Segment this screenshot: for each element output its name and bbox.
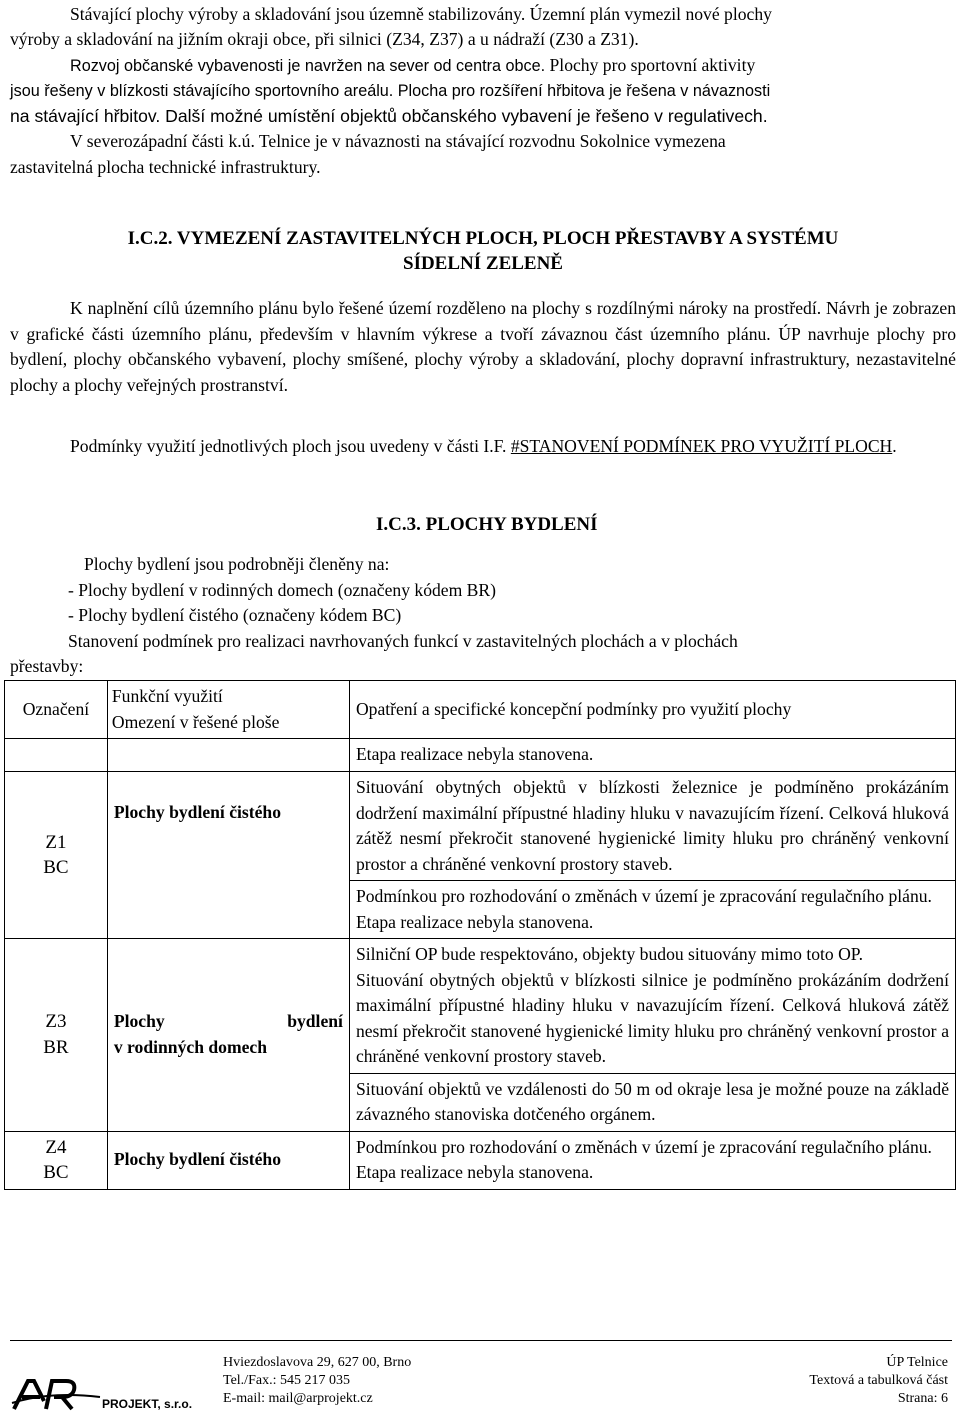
paragraph: K naplnění cílů územního plánu bylo řešené území rozděleno na plochy s rozdílnými nároky na prostředí. Návrh je zobrazen v grafické části územního plánu, především v hlavním výkrese a tvoří závaznou část územního plánu. ÚP navrhuje plochy pro bydlení, plochy občanského vybavení, plochy smíšené, plochy výroby a skladování, plochy dopravní infrastruktury, nezastavitelné plochy a plochy veřejných prostranství. — [10, 298, 956, 395]
footer-address: Hviezdoslavova 29, 627 00, Brno — [223, 1355, 412, 1370]
text-line: přestavby: — [10, 656, 84, 676]
text-line: na stávající hřbitov. Další možné umístění objektů občanského vybavení je řešeno v regulativech. — [10, 106, 768, 126]
area-notes — [349, 939, 955, 1132]
area-use-line: v rodinných domech — [113, 1036, 268, 1057]
text-line: Stanovení podmínek pro realizaci navrhovaných funkcí v zastavitelných plochách a v plochách — [68, 631, 738, 651]
note: Etapa realizace nebyla stanovena. — [355, 911, 594, 932]
area-use: Plochy bydlení čistého — [107, 772, 349, 939]
section-heading: SÍDELNÍ ZELENĚ — [403, 253, 563, 274]
note: Podmínkou pro rozhodování o změnách v území je zpracování regulačního plánu. — [350, 880, 955, 910]
area-use-line: Plochy bydlení — [113, 1011, 343, 1032]
text-segment: Rozvoj občanské vybavenosti je navržen na sever od centra obce. — [70, 57, 546, 75]
header-measures: Opatření a specifické koncepční podmínky pro využití plochy — [349, 681, 955, 739]
area-code: Z4 — [45, 1136, 67, 1158]
table-row — [5, 1131, 956, 1189]
section-heading: I.C.2. VYMEZENÍ ZASTAVITELNÝCH PLOCH, PLOCH PŘESTAVBY A SYSTÉMU — [127, 228, 839, 249]
area-code-cell — [5, 1131, 108, 1189]
area-code: Z1 — [45, 831, 67, 853]
list-item: - Plochy bydlení čistého (označeny kódem BC) — [68, 605, 402, 625]
area-use: Plochy bydlení čistého — [107, 1131, 349, 1189]
logo-text: PROJEKT, s.r.o. — [102, 1397, 193, 1411]
text-line — [70, 53, 755, 79]
table-header-row — [5, 681, 956, 739]
area-type: BR — [43, 1036, 69, 1058]
text-line — [10, 78, 770, 104]
header-limitation-line: Omezení v řešené ploše — [111, 711, 280, 732]
footer-page — [898, 1390, 948, 1407]
section-heading: I.C.3. PLOCHY BYDLENÍ — [376, 514, 598, 535]
header-designation: Označení — [5, 681, 108, 739]
table-row — [5, 939, 956, 1132]
area-notes — [349, 1131, 955, 1189]
cross-reference-link[interactable]: #STANOVENÍ PODMÍNEK PRO VYUŽITÍ PLOCH — [510, 436, 893, 456]
footer-doc-title: ÚP Telnice — [886, 1355, 948, 1370]
note: Situování obytných objektů v blízkosti železnice je podmíněno prokázáním dodržení maximální přípustné hladiny hluku v navazujícím řízení. Celková hluková zátěž nesmí překročit stanovené hygienické limity hluku pro chráněný venkovní prostor a chráněné venkovní prostory staveb. — [355, 777, 949, 874]
text-segment: jsou řešeny v blízkosti stávajícího sportovního areálu. — [10, 82, 394, 100]
logo-letter-a — [14, 1381, 44, 1409]
regulation-table — [4, 680, 956, 1190]
note: Situování objektů ve vzdálenosti do 50 m od okraje lesa je možné pouze na základě závazného stanoviska dotčeného orgánem. — [350, 1073, 955, 1128]
area-type: BC — [43, 1162, 69, 1183]
area-notes — [349, 772, 955, 939]
text-line: výroby a skladování na jižním okraji obce, při silnici (Z34, Z37) a u nádraží (Z30 a Z31). — [10, 29, 639, 49]
footer-doc-part: Textová a tabulková část — [809, 1373, 948, 1388]
text-line: zastavitelná plocha technické infrastruktury. — [10, 157, 321, 177]
table-header-row — [5, 739, 956, 772]
header-function — [107, 681, 349, 739]
area-code-cell — [5, 772, 108, 939]
area-use — [107, 939, 349, 1132]
header-stage: Etapa realizace nebyla stanovena. — [349, 739, 955, 772]
list-item: - Plochy bydlení v rodinných domech (označeny kódem BR) — [68, 580, 497, 600]
area-code: Z3 — [45, 1011, 67, 1033]
footer-email: E-mail: mail@arprojekt.cz — [223, 1391, 373, 1406]
note: Situování obytných objektů v blízkosti silnice je podmíněno prokázáním dodržení maximální přípustné hladiny hluku v navazujícím řízení. Celková hluková zátěž nesmí překročit stanovené hygienické limity hluku pro chráněný venkovní prostor a chráněné venkovní prostory staveb. — [355, 969, 949, 1066]
text-line: Stávající plochy výroby a skladování jsou územně stabilizovány. Územní plán vymezil nové plochy — [70, 4, 772, 24]
note: Etapa realizace nebyla stanovena. — [355, 1162, 594, 1182]
header-function-line: Funkční využití — [111, 686, 223, 706]
text-segment: Plocha pro rozšíření hřbitova je řešena v návaznosti — [397, 82, 771, 100]
paragraph-text: Podmínky využití jednotlivých ploch jsou uvedeny v části I.F. — [70, 436, 507, 456]
page-label: Strana: — [897, 1391, 941, 1406]
note: Podmínkou pro rozhodování o změnách v území je zpracování regulačního plánu. — [355, 1136, 932, 1157]
footer-divider — [10, 1340, 952, 1341]
page-number: 6 — [941, 1391, 948, 1406]
note: Silniční OP bude respektováno, objekty budou situovány mimo toto OP. — [355, 944, 864, 964]
company-logo — [10, 1373, 220, 1413]
footer-phone: Tel./Fax.: 545 217 035 — [223, 1373, 350, 1388]
header-blank-cell — [5, 739, 108, 772]
text-segment: Plochy pro sportovní aktivity — [549, 55, 756, 75]
area-code-cell — [5, 939, 108, 1132]
paragraph-end: . — [892, 436, 897, 456]
text-line: V severozápadní části k.ú. Telnice je v návaznosti na stávající rozvodnu Sokolnice vymezena — [70, 131, 726, 151]
intro-text: Plochy bydlení jsou podrobněji členěny na: — [84, 554, 390, 574]
paragraph — [10, 434, 956, 460]
area-type: BC — [43, 857, 69, 878]
header-blank-cell — [107, 739, 349, 772]
table-row — [5, 772, 956, 939]
